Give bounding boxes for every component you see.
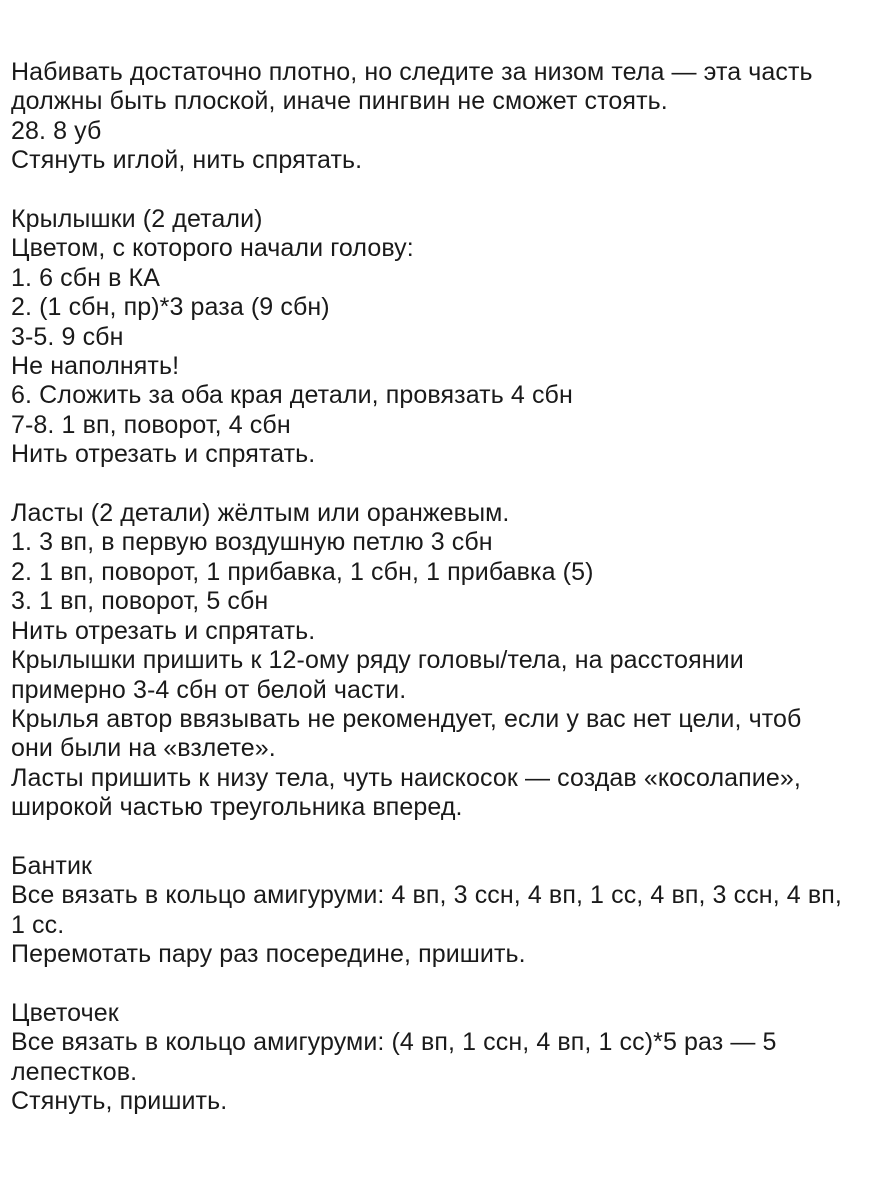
- flippers-and-assembly-section: [11, 499, 869, 822]
- text-line: Нить отрезать и спрятать.: [11, 440, 316, 469]
- text-line: примерно 3-4 сбн от белой части.: [11, 675, 407, 704]
- text-line: 1 сс.: [11, 910, 65, 939]
- text-line: 28. 8 уб: [11, 116, 102, 145]
- text-line: 2. 1 вп, поворот, 1 прибавка, 1 сбн, 1 прибавка (5): [11, 557, 594, 586]
- text-line: 3. 1 вп, поворот, 5 сбн: [11, 587, 269, 616]
- text-line: должны быть плоской, иначе пингвин не сможет стоять.: [11, 87, 668, 116]
- wings-section: [11, 205, 869, 470]
- text-line: Крылышки (2 детали): [11, 205, 263, 234]
- flower-section: [11, 999, 869, 1117]
- text-line: Стянуть, пришить.: [11, 1087, 228, 1116]
- text-line: Крылья автор ввязывать не рекомендует, если у вас нет цели, чтоб: [11, 704, 802, 733]
- text-line: Нить отрезать и спрятать.: [11, 616, 316, 645]
- text-line: 1. 3 вп, в первую воздушную петлю 3 сбн: [11, 528, 493, 557]
- text-line: 1. 6 сбн в КА: [11, 263, 160, 292]
- bow-section: [11, 852, 869, 970]
- text-line: лепестков.: [11, 1057, 138, 1086]
- text-line: 6. Сложить за оба края детали, провязать 4 сбн: [11, 381, 573, 410]
- text-line: Все вязать в кольцо амигуруми: 4 вп, 3 ссн, 4 вп, 1 сс, 4 вп, 3 ссн, 4 вп,: [11, 881, 842, 910]
- text-line: Крылышки пришить к 12-ому ряду головы/тела, на расстоянии: [11, 646, 744, 675]
- text-line: Перемотать пару раз посередине, пришить.: [11, 940, 526, 969]
- body-finishing-section: [11, 58, 869, 176]
- text-line: 7-8. 1 вп, поворот, 4 сбн: [11, 410, 291, 439]
- text-line: Не наполнять!: [11, 352, 180, 381]
- text-line: широкой частью треугольника вперед.: [11, 793, 463, 822]
- text-line: Ласты пришить к низу тела, чуть наискосок — создав «косолапие»,: [11, 763, 801, 792]
- text-line: Набивать достаточно плотно, но следите за низом тела — эта часть: [11, 58, 813, 86]
- text-line: Все вязать в кольцо амигуруми: (4 вп, 1 ссн, 4 вп, 1 сс)*5 раз — 5: [11, 1028, 777, 1057]
- text-line: 3-5. 9 сбн: [11, 322, 124, 351]
- text-line: 2. (1 сбн, пр)*3 раза (9 сбн): [11, 293, 330, 322]
- text-line: Бантик: [11, 851, 93, 880]
- text-line: Стянуть иглой, нить спрятать.: [11, 146, 363, 175]
- pattern-text-body: [11, 58, 869, 1117]
- text-line: Цветочек: [11, 998, 119, 1027]
- text-line: Ласты (2 детали) жёлтым или оранжевым.: [11, 499, 510, 528]
- text-line: Цветом, с которого начали голову:: [11, 234, 414, 263]
- text-line: они были на «взлете».: [11, 734, 276, 763]
